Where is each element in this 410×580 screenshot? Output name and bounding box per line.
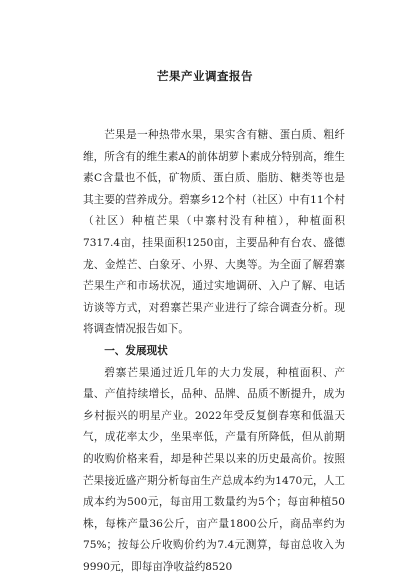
- section-heading-development-status: 一、发展现状: [104, 344, 168, 357]
- intro-paragraph: 芒果是一种热带水果，果实含有糖、蛋白质、粗纤维，所含有的维生素A的前体胡萝卜素成分特别高，维生素C含量也不低，矿物质、蛋白质、脂肪、糖类等也是其主要的营养成分。碧寨乡12个村（社区）中有11个村（社区）种植芒果（中寨村没有种植），种植面积7317.4亩，挂果面积1250亩，主要品种有台农、盛德龙、金煌芒、白象牙、小界、大奥等。为全面了解碧寨芒果生产和市场状况，通过实地调研、入户了解、电话访谈等方式，对碧寨芒果产业进行了综合调查分析。现将调查情况报告如下。: [83, 129, 345, 336]
- document-title: 芒果产业调查报告: [157, 69, 253, 83]
- development-status-paragraph: 碧寨芒果通过近几年的大力发展，种植面积、产量、产值持续增长，品种、品牌、品质不断提升，成为乡村振兴的明星产业。2022年受反复倒春寒和低温天气，成花率太少，坐果率低，产量有所降低，但从前期的收购价格来看，却是种芒果以来的历史最高价。按照芒果接近盛产期分析每亩生产总成本约为1470元，人工成本约为500元，每亩用工数量约为5个；每亩种植50株，每株产量36公斤，亩产量1800公斤，商品率约为75%；按每公斤收购价约为7.4元测算，每亩总收入为9990元，即每亩净收益约8520: [83, 366, 345, 573]
- document-body: [83, 125, 345, 578]
